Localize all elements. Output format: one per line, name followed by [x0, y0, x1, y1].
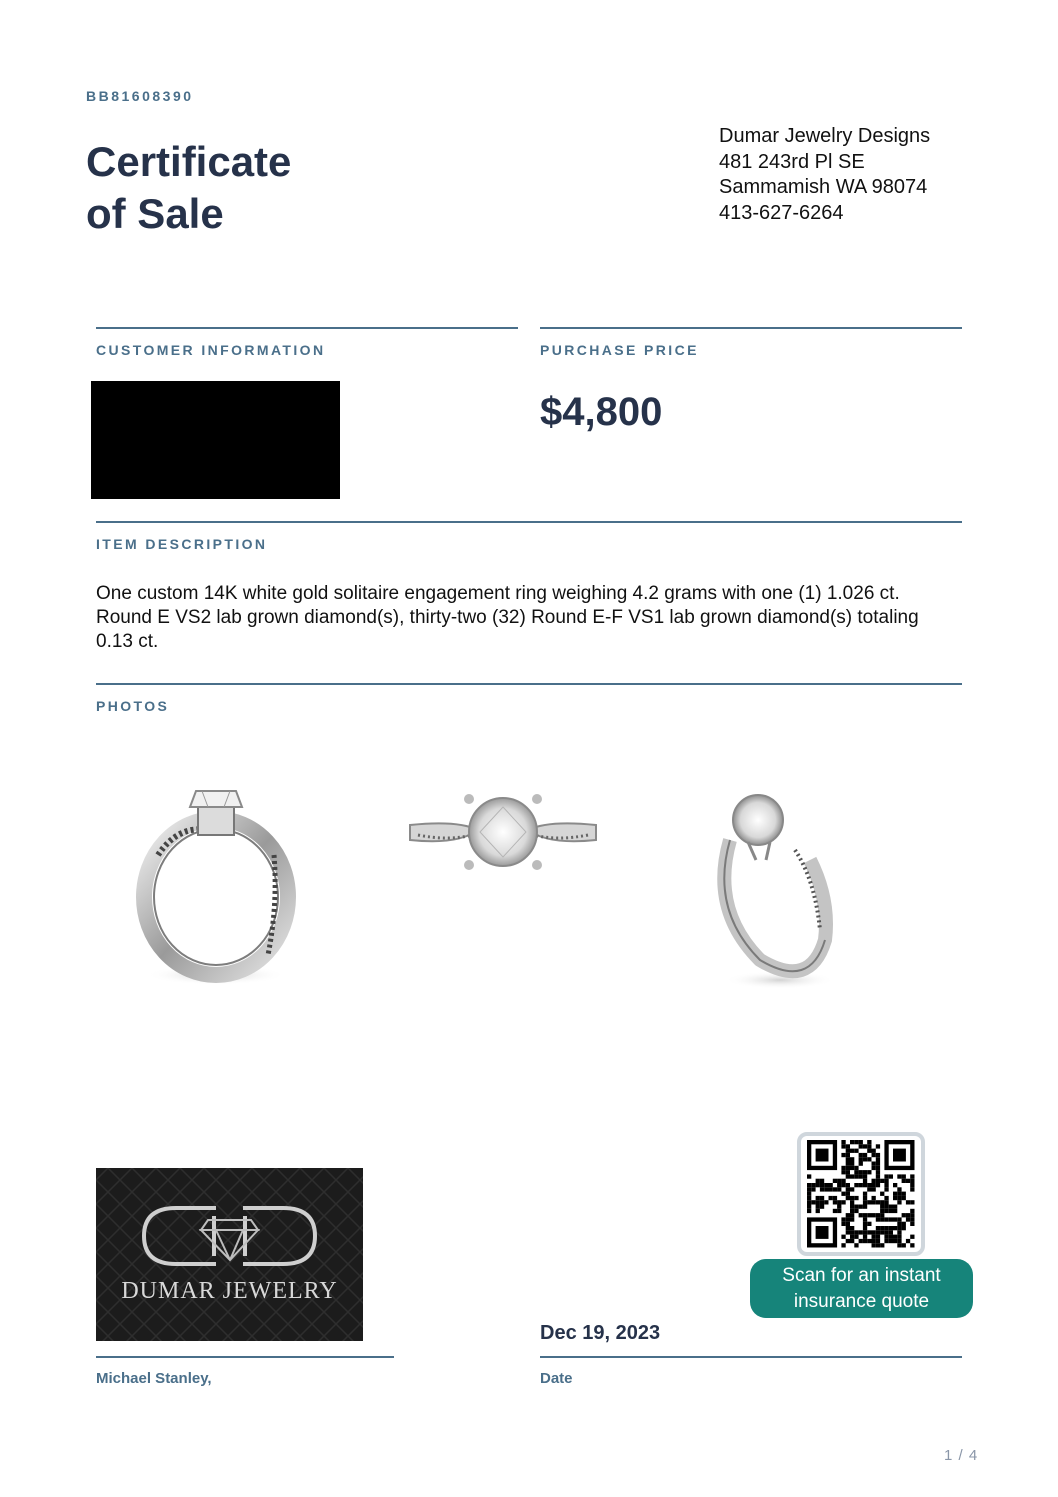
- seller-name: Dumar Jewelry Designs: [719, 125, 931, 147]
- signature-name: Michael Stanley,: [96, 1370, 212, 1387]
- customer-section-label: CUSTOMER INFORMATION: [96, 342, 326, 358]
- item-description: One custom 14K white gold solitaire engagement ring weighing 4.2 grams with one (1) 1.026 ct. Round E VS2 lab grown diamond(s), thirty-two (32) Round E-F VS1 lab grown diamond(s) totaling 0.13 ct.: [96, 583, 919, 652]
- certificate-id: BB81608390: [86, 88, 194, 104]
- seller-street: 481 243rd Pl SE: [719, 150, 865, 173]
- photos-section-label: PHOTOS: [96, 698, 170, 714]
- customer-redacted-block: [91, 381, 340, 499]
- qr-finder-square: [807, 1140, 837, 1170]
- photos-divider: [96, 683, 962, 685]
- date-line: [540, 1356, 962, 1358]
- purchase-price: $4,800: [540, 390, 663, 434]
- title-line-2: of Sale: [86, 190, 224, 237]
- customer-divider: [96, 327, 518, 329]
- item-section-label: ITEM DESCRIPTION: [96, 536, 268, 552]
- qr-finder-square: [884, 1140, 914, 1170]
- sale-date: Dec 19, 2023: [540, 1322, 661, 1344]
- insurance-quote-button[interactable]: Scan for an instant insurance quote: [750, 1259, 973, 1318]
- page-title: [86, 136, 291, 240]
- signature-line: [96, 1356, 394, 1358]
- ring-angle-view-photo: [700, 780, 850, 995]
- price-section-label: PURCHASE PRICE: [540, 342, 699, 358]
- item-divider: [96, 521, 962, 523]
- price-divider: [540, 327, 962, 329]
- title-line-1: Certificate: [86, 138, 292, 185]
- page-indicator: 1 / 4: [944, 1447, 979, 1464]
- seller-phone: 413-627-6264: [719, 201, 844, 224]
- qr-code-frame[interactable]: [797, 1132, 925, 1256]
- logo-text: DUMAR JEWELRY: [121, 1278, 338, 1304]
- seller-city: Sammamish WA 98074: [719, 176, 928, 198]
- date-label: Date: [540, 1370, 573, 1387]
- dumar-jewelry-logo: [96, 1168, 363, 1341]
- seller-address: [719, 124, 930, 226]
- qr-finder-square: [807, 1217, 837, 1247]
- ring-top-view-photo: [368, 785, 638, 915]
- ring-side-view-photo: [128, 785, 303, 990]
- qr-code-icon[interactable]: [801, 1136, 921, 1252]
